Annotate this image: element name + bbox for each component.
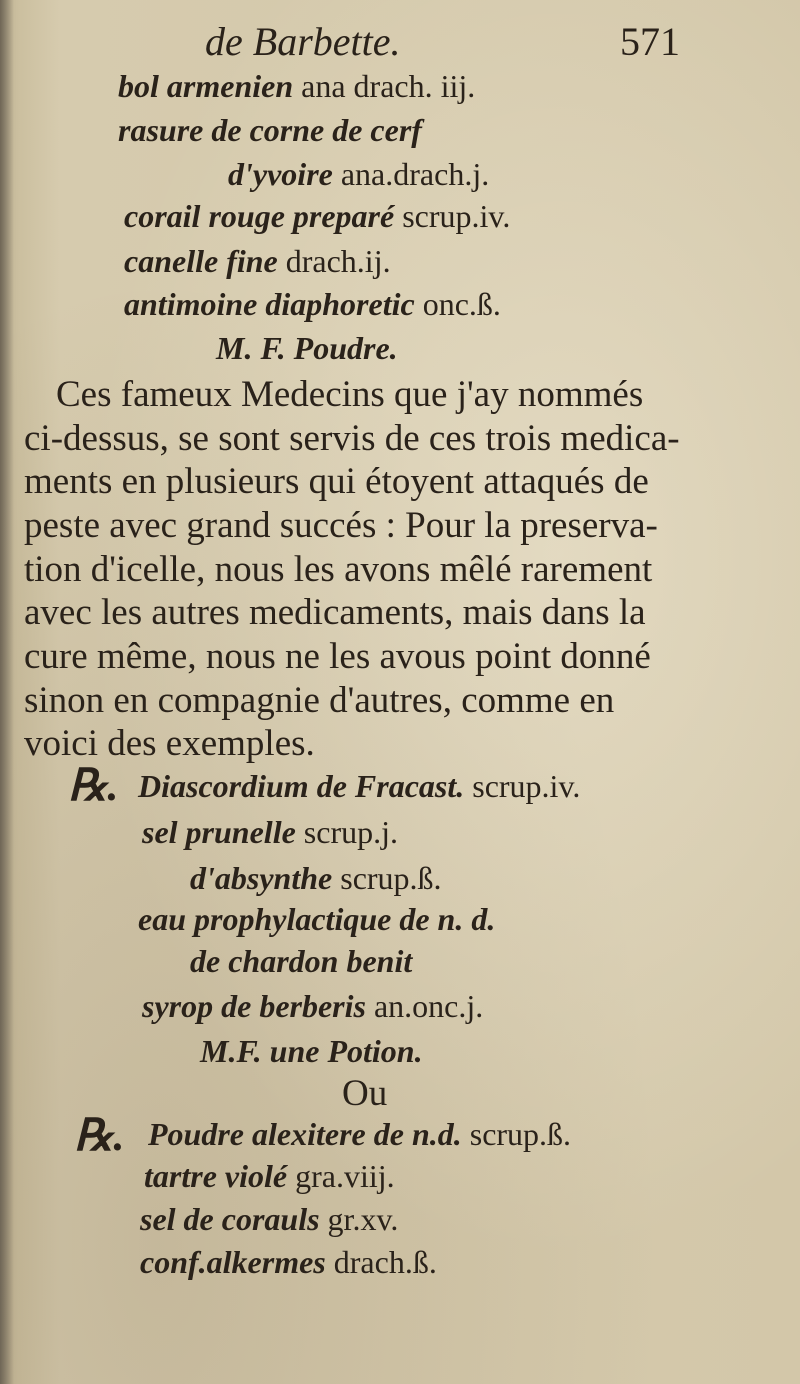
paragraph-line-3: ments en plusieurs qui étoyent attaqués de	[24, 461, 649, 502]
paragraph-line-6: avec les autres medicaments, mais dans la	[24, 592, 646, 633]
ingredient-dose: scrup.ß.	[461, 1116, 572, 1152]
ingredient-name: rasure de corne de cerf	[118, 112, 422, 148]
recipe1-line-7	[216, 332, 398, 364]
ingredient-dose: gra.viij.	[287, 1158, 395, 1194]
recipe2-line-5	[190, 945, 412, 977]
ingredient-dose: onc.ß.	[414, 286, 501, 322]
ingredient-dose: ana drach. iij.	[293, 68, 476, 104]
page-gutter-shadow	[0, 0, 14, 1384]
ingredient-name: Diascordium de Fracast.	[138, 768, 465, 804]
recipe-symbol-icon: ℞.	[68, 761, 119, 810]
paragraph-line-4: peste avec grand succés : Pour la preserva-	[24, 505, 658, 546]
recipe-symbol-icon: ℞.	[74, 1111, 125, 1160]
recipe2-line-3	[190, 862, 442, 894]
paragraph-line-5: tion d'icelle, nous les avons mêlé rarement	[24, 549, 653, 590]
ingredient-dose: drach.ij.	[277, 243, 391, 279]
paragraph-line-8: sinon en compagnie d'autres, comme en	[24, 680, 615, 721]
paragraph-line-2: ci-dessus, se sont servis de ces trois medica-	[24, 418, 680, 459]
recipe2-line-6	[142, 990, 483, 1022]
recipe-separator: Ou	[342, 1073, 388, 1114]
recipe2-line-7	[200, 1035, 423, 1067]
ingredient-name: conf.alkermes	[140, 1244, 326, 1280]
recipe1-line-2	[118, 114, 422, 146]
recipe1-line-6	[124, 288, 501, 320]
recipe3-line-3	[140, 1203, 398, 1235]
ingredient-name: sel prunelle	[142, 814, 296, 850]
recipe3-line-1	[148, 1118, 571, 1150]
ingredient-name: bol armenien	[118, 68, 294, 104]
ingredient-dose: scrup.iv.	[394, 198, 511, 234]
recipe1-line-5	[124, 245, 391, 277]
recipe2-line-1	[138, 770, 580, 802]
recipe-instruction: M. F. Poudre.	[216, 330, 398, 366]
recipe2-line-4	[138, 903, 495, 935]
ingredient-dose: ana.drach.j.	[332, 156, 490, 192]
ingredient-name: eau prophylactique de n. d.	[138, 901, 496, 937]
recipe2-line-2	[142, 816, 398, 848]
ingredient-dose: gr.xv.	[319, 1201, 399, 1237]
ingredient-name: tartre violé	[144, 1158, 288, 1194]
ingredient-name: canelle fine	[124, 243, 278, 279]
ingredient-name: d'yvoire	[228, 156, 333, 192]
ingredient-dose: scrup.ß.	[332, 860, 442, 896]
recipe1-line-3	[228, 158, 489, 190]
ingredient-name: corail rouge preparé	[124, 198, 395, 234]
recipe1-line-4	[124, 200, 510, 232]
recipe-instruction: M.F. une Potion.	[200, 1033, 423, 1069]
paragraph-line-9: voici des exemples.	[24, 723, 315, 764]
recipe3-line-2	[144, 1160, 395, 1192]
ingredient-dose: drach.ß.	[325, 1244, 437, 1280]
paragraph-line-1: Ces fameux Medecins que j'ay nommés	[56, 374, 644, 415]
page-number: 571	[620, 19, 680, 64]
paragraph-line-7: cure même, nous ne les avous point donné	[24, 636, 651, 677]
ingredient-name: de chardon benit	[190, 943, 413, 979]
recipe3-line-4	[140, 1246, 437, 1278]
running-title: de Barbette.	[205, 19, 401, 64]
recipe1-line-1	[118, 70, 475, 102]
ingredient-dose: scrup.j.	[295, 814, 398, 850]
ingredient-name: d'absynthe	[190, 860, 333, 896]
ingredient-dose: scrup.iv.	[464, 768, 581, 804]
ingredient-name: antimoine diaphoretic	[124, 286, 415, 322]
ingredient-dose: an.onc.j.	[365, 988, 484, 1024]
ingredient-name: syrop de berberis	[142, 988, 366, 1024]
ingredient-name: sel de corauls	[140, 1201, 320, 1237]
ingredient-name: Poudre alexitere de n.d.	[148, 1116, 462, 1152]
